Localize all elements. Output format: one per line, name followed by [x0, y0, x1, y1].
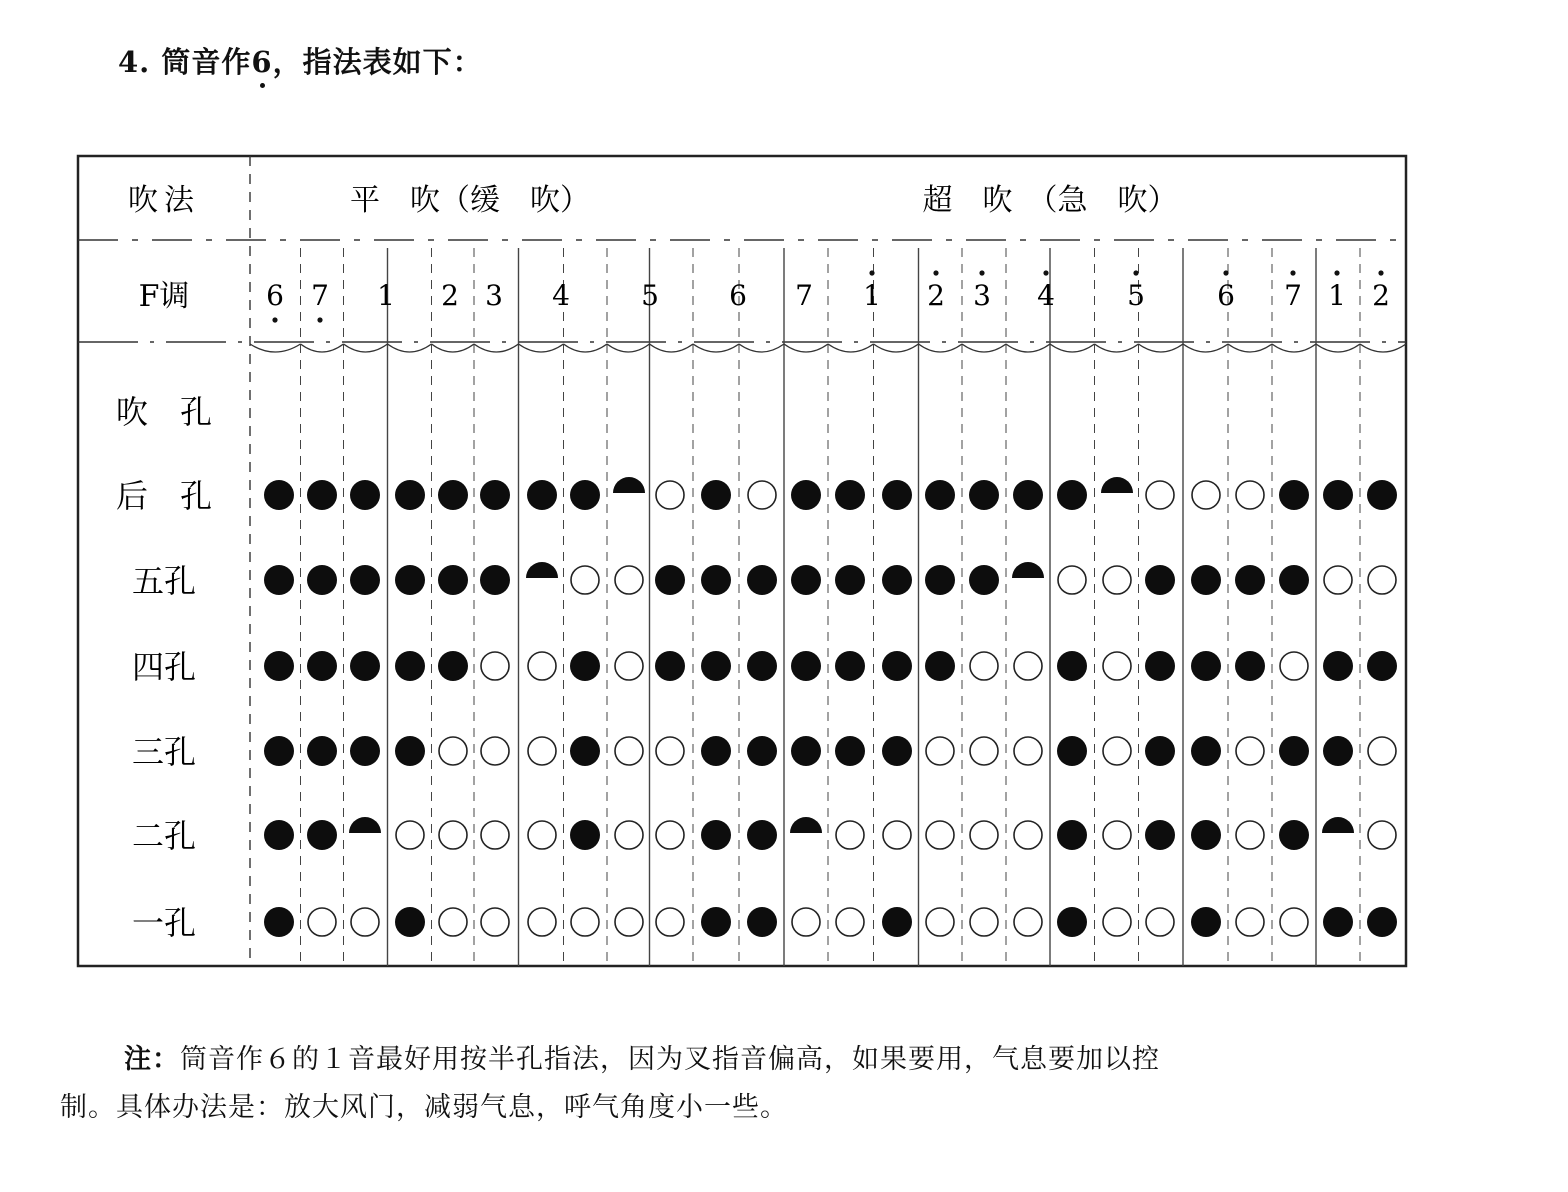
hole-open: [970, 737, 998, 765]
hole-closed: [791, 480, 821, 510]
hole-closed: [701, 736, 731, 766]
bracket-arc: [1050, 344, 1095, 352]
section-ordinary-blowing: 平 吹（缓 吹）: [350, 183, 590, 218]
note-label: 6: [1217, 279, 1235, 312]
hole-label: 四孔: [131, 648, 197, 686]
hole-open: [1014, 908, 1042, 936]
hole-closed: [264, 736, 294, 766]
hole-closed: [1057, 651, 1087, 681]
footnote-label: 注：: [124, 1044, 180, 1075]
hole-closed: [1191, 565, 1221, 595]
bracket-arc: [388, 344, 432, 352]
bracket-arc: [301, 344, 344, 352]
note-label: 7: [1284, 279, 1302, 312]
heading-suffix: ，指法表如下：: [272, 45, 483, 79]
octave-dot-below: [317, 317, 322, 322]
hole-closed: [1191, 907, 1221, 937]
octave-dot-above: [1133, 270, 1138, 275]
bracket-arc: [344, 344, 388, 352]
hole-open: [1368, 566, 1396, 594]
hole-open: [571, 566, 599, 594]
hole-half: [349, 817, 381, 833]
footnote-text-1: 筒音作６的１音最好用按半孔指法，因为叉指音偏高，如果要用，气息要加以控: [180, 1044, 1160, 1075]
hole-closed: [395, 907, 425, 937]
bracket-arc: [1183, 344, 1228, 352]
note-label: 7: [311, 279, 329, 312]
hole-grid: [264, 477, 1397, 937]
hole-open: [883, 821, 911, 849]
hole-closed: [882, 736, 912, 766]
hole-closed: [969, 480, 999, 510]
hole-closed: [1145, 820, 1175, 850]
hole-open: [308, 908, 336, 936]
hole-closed: [1323, 480, 1353, 510]
hole-closed: [264, 820, 294, 850]
hole-open: [481, 737, 509, 765]
hole-open: [1103, 821, 1131, 849]
hole-closed: [570, 480, 600, 510]
hole-open: [615, 566, 643, 594]
hole-open: [1236, 737, 1264, 765]
hole-closed: [969, 565, 999, 595]
hole-open: [615, 737, 643, 765]
bracket-arc: [828, 344, 874, 352]
hole-half: [613, 477, 645, 493]
hole-closed: [1235, 565, 1265, 595]
hole-closed: [1279, 820, 1309, 850]
hole-open: [836, 908, 864, 936]
note-label: 1: [863, 279, 881, 312]
hole-closed: [350, 651, 380, 681]
hole-closed: [307, 820, 337, 850]
bracket-arc: [1095, 344, 1139, 352]
hole-open: [1014, 821, 1042, 849]
section-over-blowing: 超 吹 （急 吹）: [922, 183, 1178, 218]
bracket-arc: [693, 344, 739, 352]
note-label: 7: [795, 279, 813, 312]
hole-open: [748, 481, 776, 509]
hole-open: [396, 821, 424, 849]
hole-open: [1103, 566, 1131, 594]
hole-open: [1014, 737, 1042, 765]
hole-label: 吹 孔: [115, 393, 213, 431]
hole-closed: [480, 565, 510, 595]
hole-open: [1014, 652, 1042, 680]
bracket-arc: [962, 344, 1006, 352]
bracket-arc: [1272, 344, 1316, 352]
hole-closed: [747, 820, 777, 850]
octave-dot-above: [1043, 270, 1048, 275]
hole-closed: [1057, 907, 1087, 937]
hole-closed: [835, 651, 865, 681]
hole-open: [1146, 908, 1174, 936]
hole-open: [1236, 908, 1264, 936]
hole-open: [656, 821, 684, 849]
bracket-arc: [1360, 344, 1406, 352]
octave-dot-above: [1334, 270, 1339, 275]
hole-open: [528, 737, 556, 765]
hole-closed: [438, 480, 468, 510]
octave-dot-above: [979, 270, 984, 275]
hole-closed: [835, 565, 865, 595]
hole-open: [528, 821, 556, 849]
hole-open: [926, 737, 954, 765]
hole-closed: [264, 651, 294, 681]
hole-closed: [1145, 651, 1175, 681]
hole-open: [1236, 481, 1264, 509]
hole-closed: [1367, 907, 1397, 937]
octave-dot-below: [272, 317, 277, 322]
hole-closed: [882, 480, 912, 510]
hole-closed: [882, 651, 912, 681]
hole-label: 后 孔: [115, 477, 213, 515]
hole-closed: [835, 736, 865, 766]
hole-closed: [882, 565, 912, 595]
hole-closed: [1367, 651, 1397, 681]
footnote-line-1: [60, 1036, 1500, 1084]
hole-closed: [1191, 820, 1221, 850]
hole-open: [656, 481, 684, 509]
hole-closed: [1057, 736, 1087, 766]
hole-open: [1103, 737, 1131, 765]
hole-open: [1103, 652, 1131, 680]
hole-open: [1146, 481, 1174, 509]
hole-closed: [264, 907, 294, 937]
hole-closed: [1057, 480, 1087, 510]
hole-open: [656, 908, 684, 936]
hole-closed: [350, 736, 380, 766]
hole-closed: [925, 565, 955, 595]
bracket-arc: [250, 344, 301, 352]
hole-open: [439, 821, 467, 849]
hole-open: [1368, 821, 1396, 849]
bracket-arc: [919, 344, 963, 352]
hole-open: [439, 908, 467, 936]
hole-closed: [395, 736, 425, 766]
octave-dot-above: [869, 270, 874, 275]
hole-closed: [1323, 651, 1353, 681]
hole-open: [1236, 821, 1264, 849]
hole-closed: [307, 565, 337, 595]
hole-closed: [264, 565, 294, 595]
hole-label: 五孔: [131, 562, 197, 600]
hole-closed: [395, 565, 425, 595]
hole-open: [1280, 652, 1308, 680]
hole-open: [571, 908, 599, 936]
hole-label: 一孔: [131, 904, 197, 942]
note-label: 2: [927, 279, 945, 312]
hole-closed: [747, 736, 777, 766]
hole-open: [970, 908, 998, 936]
bracket-arc: [519, 344, 564, 352]
hole-closed: [395, 480, 425, 510]
hole-half: [1101, 477, 1133, 493]
hole-closed: [1191, 651, 1221, 681]
hole-closed: [1057, 820, 1087, 850]
hole-open: [970, 821, 998, 849]
hole-closed: [438, 565, 468, 595]
hole-open: [792, 908, 820, 936]
hole-closed: [701, 651, 731, 681]
hole-closed: [1279, 480, 1309, 510]
hole-open: [970, 652, 998, 680]
hole-closed: [307, 651, 337, 681]
hole-closed: [925, 480, 955, 510]
octave-dot-above: [1378, 270, 1383, 275]
bracket-arc: [1228, 344, 1272, 352]
hole-closed: [747, 565, 777, 595]
note-label: 1: [377, 279, 395, 312]
bracket-arc: [650, 344, 694, 352]
hole-open: [439, 737, 467, 765]
hole-closed: [527, 480, 557, 510]
hole-open: [481, 908, 509, 936]
note-label: 6: [266, 279, 284, 312]
note-label: 1: [1328, 279, 1346, 312]
hole-open: [1058, 566, 1086, 594]
hole-open: [528, 908, 556, 936]
hole-closed: [791, 565, 821, 595]
hole-closed: [655, 565, 685, 595]
hole-open: [615, 652, 643, 680]
hole-closed: [925, 651, 955, 681]
hole-closed: [1235, 651, 1265, 681]
hole-closed: [1013, 480, 1043, 510]
hole-closed: [480, 480, 510, 510]
hole-closed: [701, 565, 731, 595]
hole-closed: [701, 907, 731, 937]
hole-closed: [350, 480, 380, 510]
bracket-arc: [1316, 344, 1360, 352]
bracket-arc: [564, 344, 608, 352]
hole-open: [351, 908, 379, 936]
hole-closed: [438, 651, 468, 681]
hole-closed: [701, 820, 731, 850]
hole-open: [836, 821, 864, 849]
note-label: 2: [1372, 279, 1390, 312]
hole-closed: [307, 736, 337, 766]
hole-closed: [655, 651, 685, 681]
hole-closed: [1323, 907, 1353, 937]
note-label: 5: [1127, 279, 1145, 312]
hole-closed: [395, 651, 425, 681]
hole-half: [526, 562, 558, 578]
hole-open: [1280, 908, 1308, 936]
hole-closed: [747, 907, 777, 937]
hole-closed: [1279, 736, 1309, 766]
hole-open: [926, 908, 954, 936]
heading-note: 6: [251, 45, 273, 79]
bracket-arc: [1139, 344, 1184, 352]
bracket-arc: [739, 344, 784, 352]
bracket-arc: [432, 344, 475, 352]
bracket-arc: [784, 344, 828, 352]
octave-dot-above: [1290, 270, 1295, 275]
hole-open: [1103, 908, 1131, 936]
footnote: [60, 1036, 1500, 1132]
hole-closed: [882, 907, 912, 937]
hole-closed: [1191, 736, 1221, 766]
octave-dot-above: [933, 270, 938, 275]
hole-closed: [570, 820, 600, 850]
note-label: 3: [973, 279, 991, 312]
hole-closed: [1279, 565, 1309, 595]
hole-open: [615, 821, 643, 849]
hole-closed: [791, 651, 821, 681]
hole-closed: [1367, 480, 1397, 510]
footnote-line-2: 制。具体办法是：放大风门，减弱气息，呼气角度小一些。: [60, 1092, 788, 1123]
hole-closed: [1323, 736, 1353, 766]
hole-open: [481, 821, 509, 849]
hole-open: [1368, 737, 1396, 765]
heading-prefix: 4. 筒音作: [118, 45, 252, 79]
note-label: 3: [485, 279, 503, 312]
hole-closed: [350, 565, 380, 595]
header-label: 吹法: [128, 183, 200, 218]
bracket-arc: [874, 344, 919, 352]
note-label: 6: [729, 279, 747, 312]
hole-label: 三孔: [131, 733, 197, 771]
hole-closed: [701, 480, 731, 510]
bracket-arc: [607, 344, 650, 352]
note-label: 4: [552, 279, 570, 312]
hole-open: [926, 821, 954, 849]
hole-open: [656, 737, 684, 765]
note-label: 4: [1037, 279, 1055, 312]
octave-dot-above: [1223, 270, 1228, 275]
hole-open: [1192, 481, 1220, 509]
hole-half: [790, 817, 822, 833]
hole-label: 二孔: [131, 817, 197, 855]
note-label: 2: [441, 279, 459, 312]
hole-open: [1324, 566, 1352, 594]
note-label: 5: [641, 279, 659, 312]
hole-closed: [1145, 736, 1175, 766]
hole-closed: [570, 651, 600, 681]
hole-open: [615, 908, 643, 936]
hole-closed: [264, 480, 294, 510]
hole-closed: [570, 736, 600, 766]
hole-open: [528, 652, 556, 680]
hole-half: [1012, 562, 1044, 578]
hole-closed: [791, 736, 821, 766]
bracket-arc: [474, 344, 519, 352]
key-label: F调: [138, 279, 190, 314]
hole-open: [481, 652, 509, 680]
hole-half: [1322, 817, 1354, 833]
bracket-arc: [1006, 344, 1050, 352]
hole-closed: [1145, 565, 1175, 595]
hole-closed: [747, 651, 777, 681]
hole-closed: [307, 480, 337, 510]
hole-closed: [835, 480, 865, 510]
